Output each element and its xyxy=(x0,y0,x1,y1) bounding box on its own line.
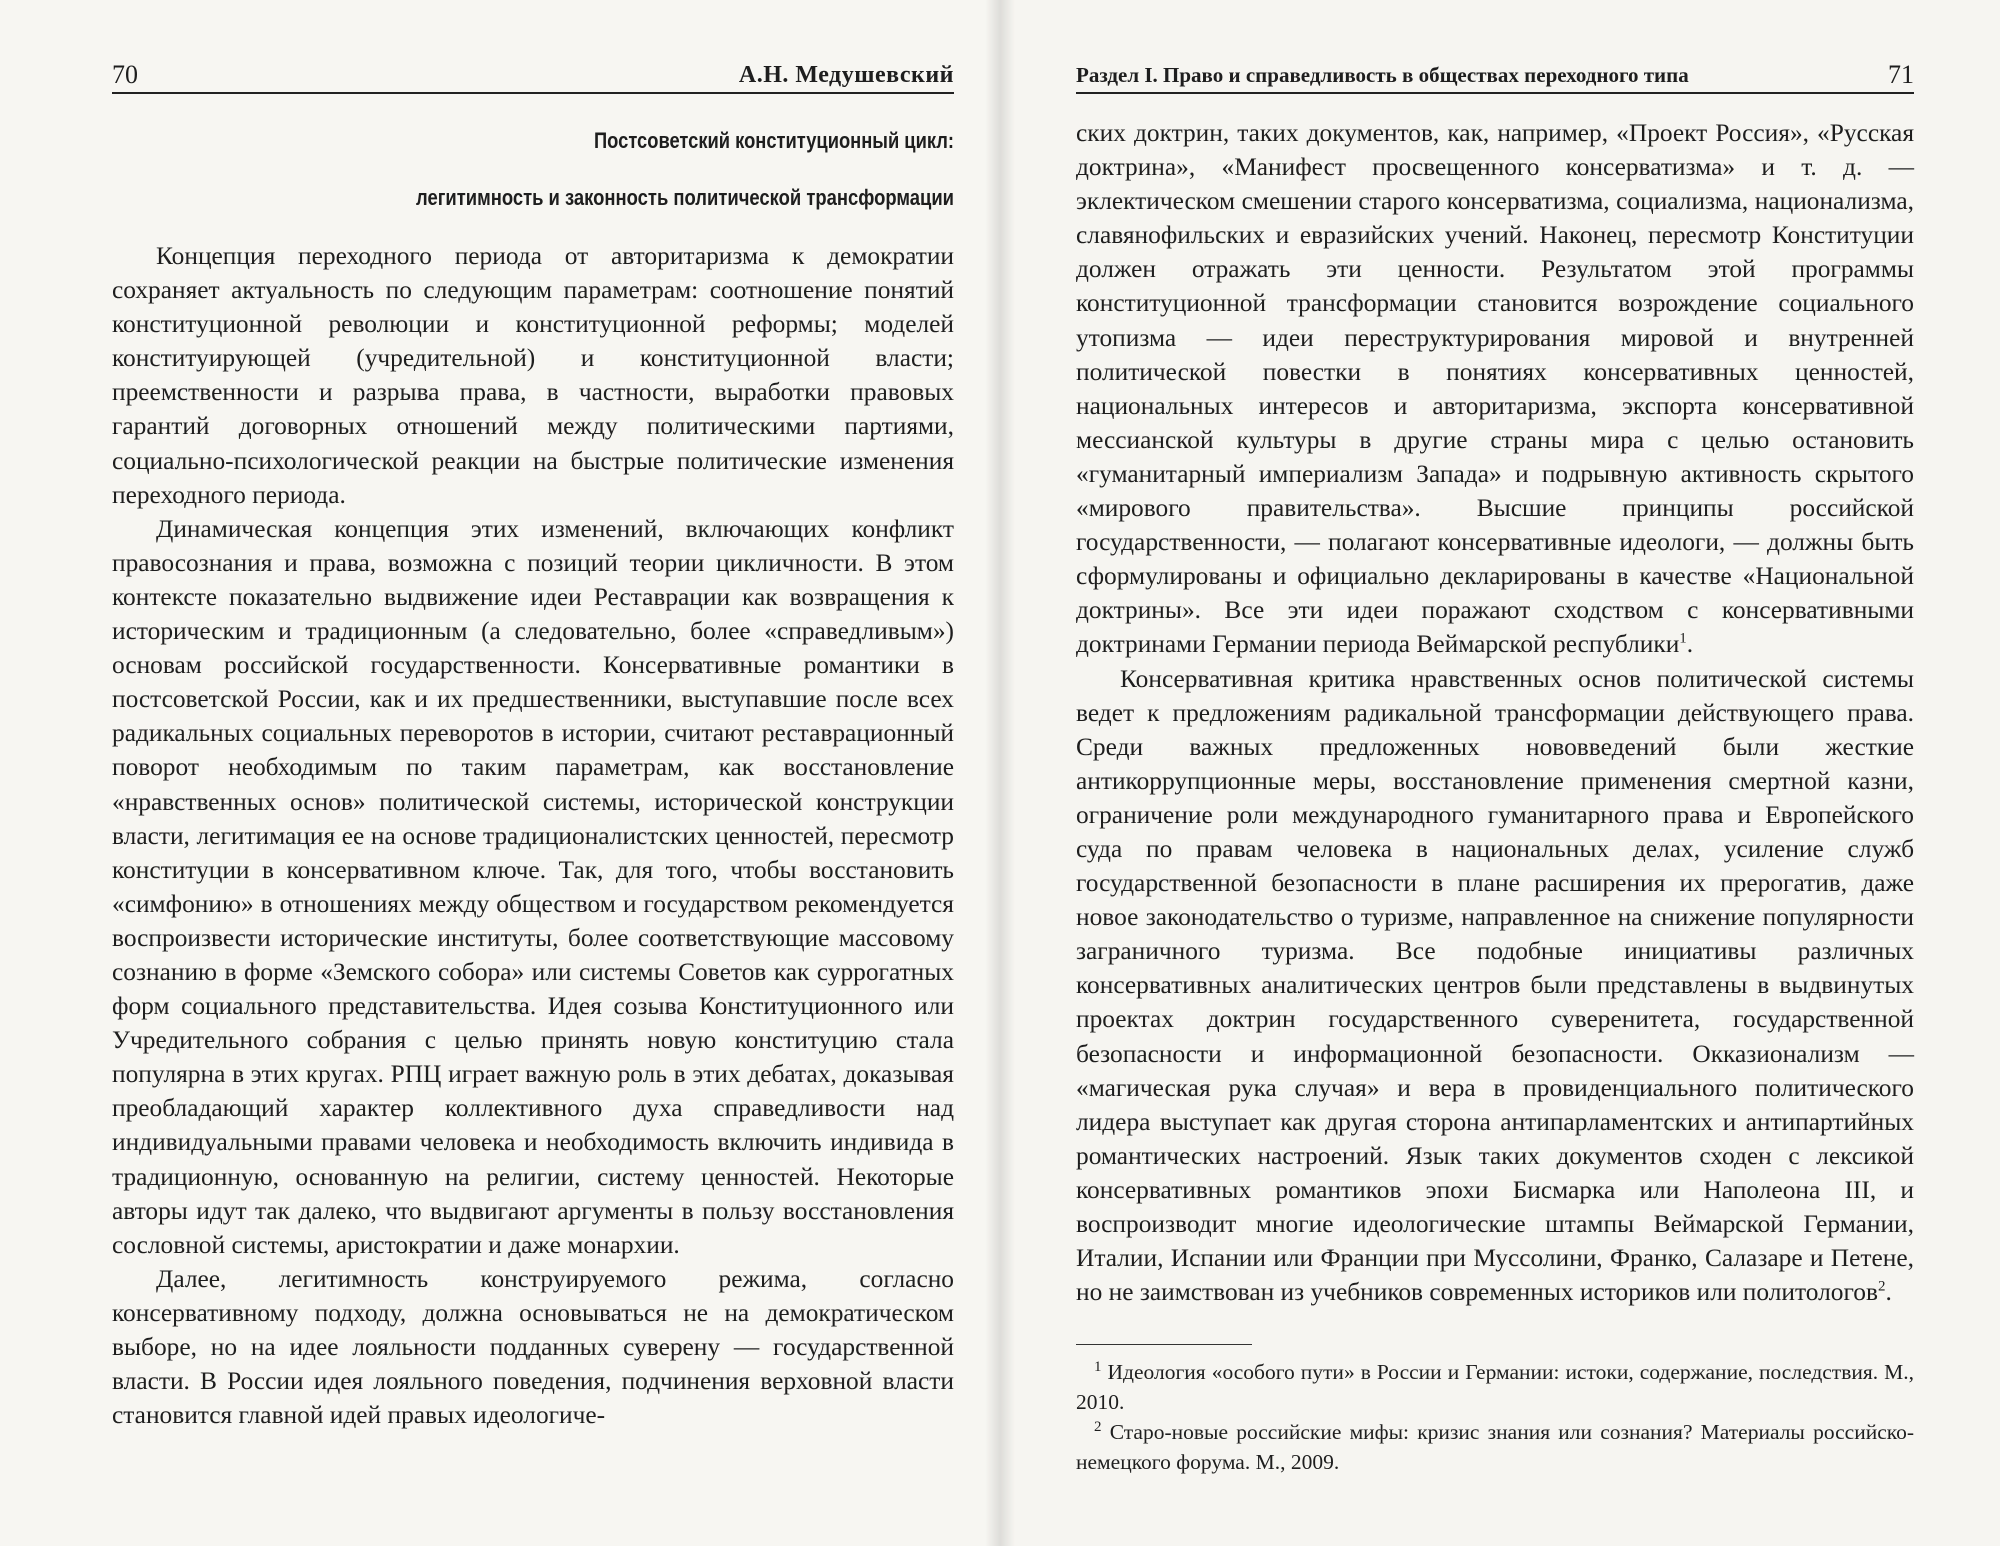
paragraph: Консервативная критика нравственных основ политической системы ведет к предложениям радикальной трансформации действующего права. Среди важных предложенных нововведений были жесткие антикоррупционные меры, восстановление применения смертной казни, ограничение роли международного гуманитарного права и Европейского суда по правам человека в национальных делах, усиление служб государственной безопасности в плане расширения их прерогатив, даже новое законодательство о туризме, направленное на снижение популярности заграничного туризма. Все подобные инициативы различных консервативных аналитических центров были представлены в выдвинутых проектах доктрин государственного суверенитета, государственной безопасности и информационной безопасности. Окказионализм — «магическая рука случая» и вера в провиденциального политического лидера выступает как другая сторона антипарламентских и антипартийных романтических настроений. Язык таких документов сходен с лексикой консервативных романтиков эпохи Бисмарка или Наполеона III, и воспроизводит многие идеологические штампы Веймарской Германии, Италии, Испании или Франции при Муссолини, Франко, Салазаре и Петене, но не заимствован из учебников современных историков или политологов$^2$. xyxy=(1076,664,1914,1307)
footnote-separator xyxy=(1076,1344,1252,1345)
footnote xyxy=(1076,1417,1914,1477)
section-title-line-2: легитимность и законность политической трансформации xyxy=(416,185,954,210)
footnote xyxy=(1076,1357,1914,1417)
section-title-line-1: Постсоветский конституционный цикл: xyxy=(594,128,954,153)
right-running-head: Раздел I. Право и справедливость в обществах переходного типа xyxy=(1076,63,1689,87)
paragraph: Далее, легитимность конструируемого режима, согласно консервативному подходу, должна основываться не на демократическом выборе, но на идее лояльности подданных суверену — государственной власти. В России идея лояльного поведения, подчинения верховной власти становится главной идей правых идеологиче- xyxy=(112,1264,954,1430)
footnote-ref-2: 2 xyxy=(1877,1278,1886,1295)
footnote-number: 1 xyxy=(1094,1358,1102,1375)
right-page-number: 71 xyxy=(1888,60,1914,89)
left-page-body xyxy=(112,239,954,1432)
right-page-body xyxy=(1076,116,1914,1309)
footnote-text: Идеология «особого пути» в России и Германии: истоки, содержание, последствия. М., 2010. xyxy=(1076,1360,1915,1414)
left-page-header xyxy=(112,58,954,94)
footnote-text: Старо-новые российские мифы: кризис знания или сознания? Материалы российско-немецкого форума. М., 2009. xyxy=(1076,1420,1915,1474)
left-page-number: 70 xyxy=(112,60,138,89)
footnote-ref-1: 1 xyxy=(1679,630,1687,647)
footnotes xyxy=(1076,1357,1914,1477)
paragraph-text: ских доктрин, таких документов, как, например, «Проект Россия», «Русская доктрина», «Манифест просвещенного консерватизма» и т. д. — эклектическом смешении старого консерватизма, социализма, национализма, славянофильских и евразийских учений. Наконец, пересмотр Конституции должен отражать эти ценности. Результатом этой программы конституционной трансформации становится возрождение социального утопизма — идеи переструктурирования мировой и внутренней политической повестки в понятиях консервативных ценностей, национальных интересов и авторитаризма, экспорта консервативной мессианской культуры в другие страны мира с целью остановить «гуманитарный империализм Запада» и подрывную активность скрытого «мирового правительства». Высшие принципы российской государственности, — полагают консервативные идеологи, — должны быть сформулированы и официально декларированы в качестве «Национальной доктрины». Все эти идеи поражают сходством с консервативными доктринами Германии периода Веймарской республики xyxy=(1076,119,1914,659)
paragraph: Концепция переходного периода от авторитаризма к демократии сохраняет актуальность по следующим параметрам: соотношение понятий конституционной революции и конституционной реформы; моделей конституирующей (учредительной) и конституционной власти; преемственности и разрыва права, в частности, выработки правовых гарантий договорных отношений между политическими партиями, социально-психологической реакции на быстрые политические изменения переходного периода. xyxy=(112,242,954,509)
book-gutter xyxy=(985,0,1015,1546)
paragraph: Динамическая концепция этих изменений, включающих конфликт правосознания и права, возможна с позиций теории цикличности. В этом контексте показательно выдвижение идеи Реставрации как возвращения к историческим и традиционным (а следовательно, более «справедливым») основам российской государственности. Консервативные романтики в постсоветской России, как и их предшественники, выступавшие после всех радикальных социальных переворотов в истории, считают реставрационный поворот необходимым по таким параметрам, как восстановление «нравственных основ» политической системы, исторической конструкции власти, легитимация ее на основе традиционалистских ценностей, пересмотр конституции в консервативном ключе. Так, для того, чтобы восстановить «симфонию» в отношениях между обществом и государством рекомендуется воспроизвести исторические институты, более соответствующие массовому сознанию в форме «Земского собора» или системы Советов как суррогатных форм социального представительства. Идея созыва Конституционного или Учредительного собрания с целью принять новую конституцию стала популярна в этих кругах. РПЦ играет важную роль в этих дебатах, доказывая преобладающий характер коллективного духа справедливости над индивидуальными правами человека и необходимость включить индивида в традиционную, основанную на религии, систему ценностей. Некоторые авторы идут так далеко, что выдвигают аргументы в пользу восстановления сословной системы, аристократии и даже монархии. xyxy=(112,514,954,1259)
paragraph: ских доктрин, таких документов, как, например, «Проект Россия», «Русская доктрина», «Манифест просвещенного консерватизма» и т. д. — эклектическом смешении старого консерватизма, социализма, национализма, славянофильских и евразийских учений. Наконец, пересмотр Конституции должен отражать эти ценности. Результатом этой программы конституционной трансформации становится возрождение социального утопизма — идеи переструктурирования мировой и внутренней политической повестки в понятиях консервативных ценностей, национальных интересов и авторитаризма, экспорта консервативной мессианской культуры в другие страны мира с целью остановить «гуманитарный империализм Запада» и подрывную активность скрытого «мирового правительства». Высшие принципы российской государственности, — полагают консервативные идеологи, — должны быть сформулированы и официально декларированы в качестве «Национальной доктрины». Все эти идеи поражают сходством с консервативными доктринами Германии периода Веймарской республики$^1$. xyxy=(1076,119,1914,659)
left-running-head: А.Н. Медушевский xyxy=(738,62,954,88)
footnote-number: 2 xyxy=(1094,1418,1102,1435)
paragraph-text: Консервативная критика нравственных основ политической системы ведет к предложениям радикальной трансформации действующего права. Среди важных предложенных нововведений были жесткие антикоррупционные меры, восстановление применения смертной казни, ограничение роли международного гуманитарного права и Европейского суда по правам человека в национальных делах, усиление служб государственной безопасности в плане расширения их прерогатив, даже новое законодательство о туризме, направленное на снижение популярности заграничного туризма. Все подобные инициативы различных консервативных аналитических центров были представлены в выдвинутых проектах доктрин государственного суверенитета, государственной безопасности и информационной безопасности. Окказионализм — «магическая рука случая» и вера в провиденциального политического лидера выступает как другая сторона антипарламентских и антипартийных романтических настроений. Язык таких документов сходен с лексикой консервативных романтиков эпохи Бисмарка или Наполеона III, и воспроизводит многие идеологические штампы Веймарской Германии, Италии, Испании или Франции при Муссолини, Франко, Салазаре и Петене, но не заимствован из учебников современных историков или политологов xyxy=(1076,664,1914,1307)
right-page-header xyxy=(1076,58,1914,94)
